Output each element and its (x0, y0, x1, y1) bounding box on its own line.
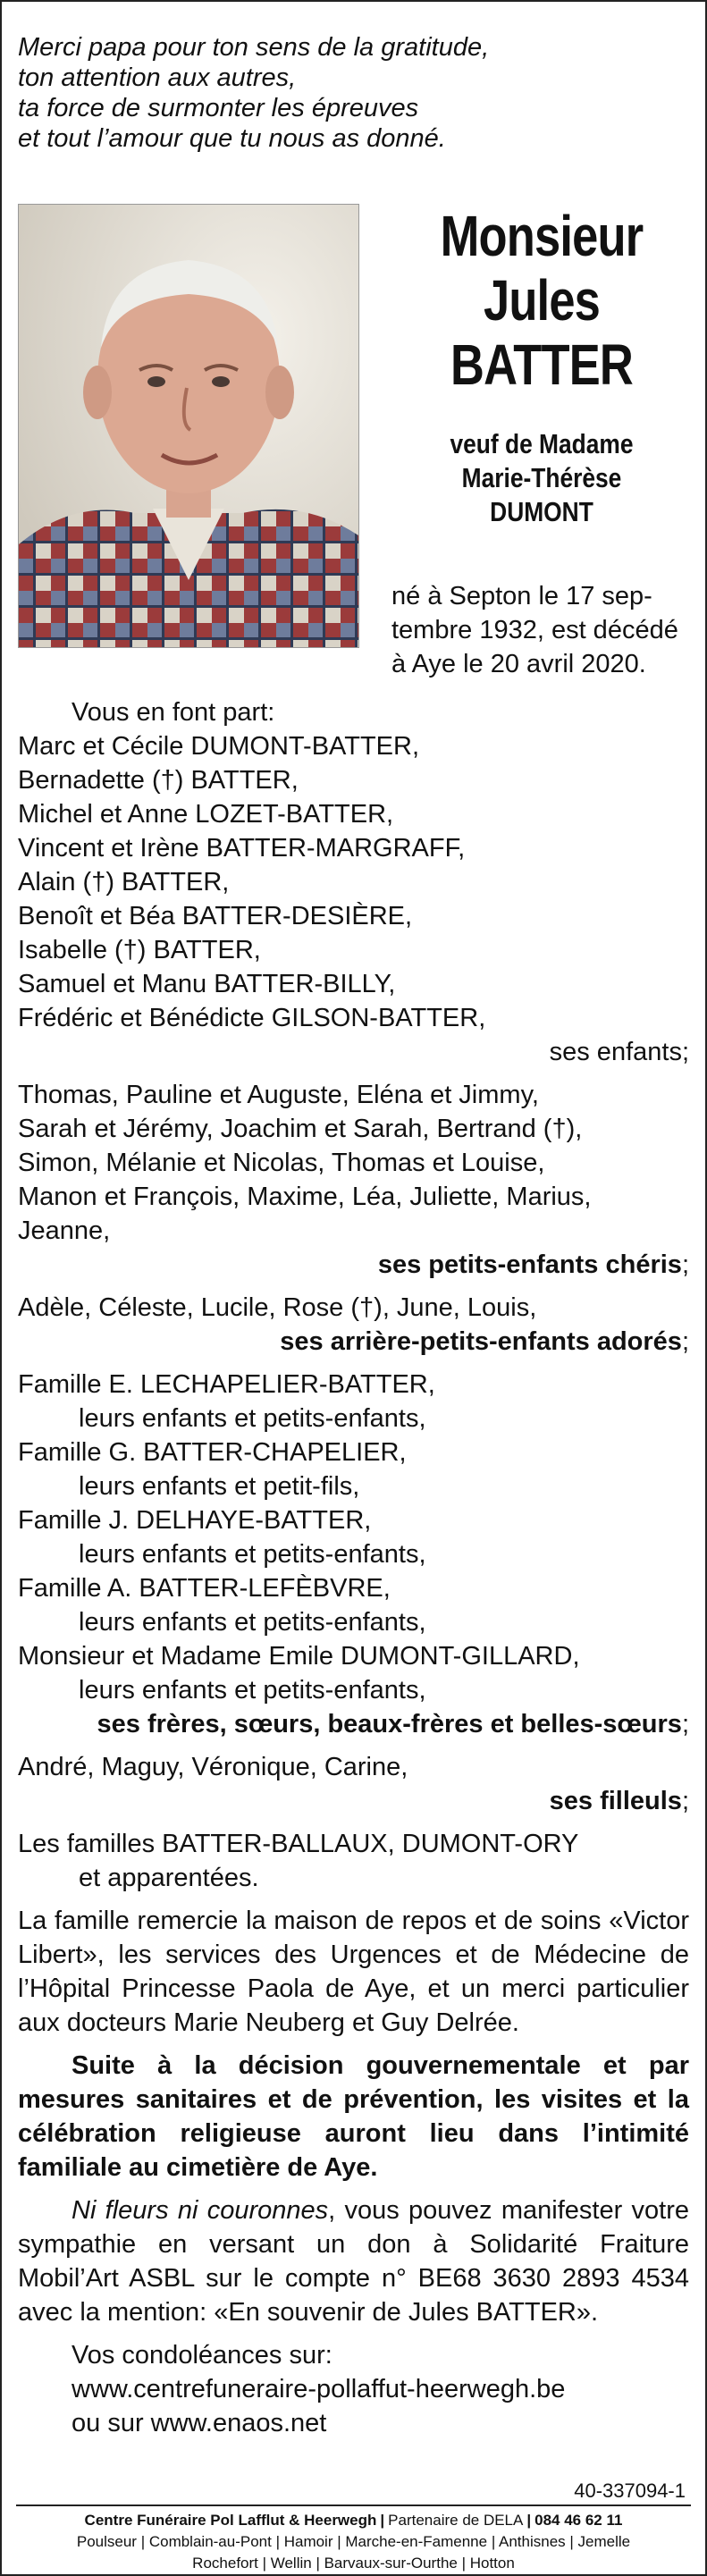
children-label: ses enfants; (549, 1038, 689, 1066)
child-line: Michel et Anne LOZET-BATTER, (18, 800, 394, 829)
epigraph (18, 32, 689, 154)
family-list (18, 695, 689, 1904)
child-line: Isabelle (†) BATTER, (18, 936, 261, 964)
flowers-paragraph (18, 2193, 689, 2329)
birth-line: tembre 1932, est décédé (391, 616, 678, 644)
reference-number: 40-337094-1 (574, 2479, 686, 2502)
grandchild-line: Sarah et Jérémy, Joachim et Sarah, Bertrand (†), (18, 1115, 583, 1143)
family-sub-line: leurs enfants et petits-enfants, (79, 1676, 426, 1705)
family-sub-line: leurs enfants et petits-enfants, (79, 1404, 426, 1433)
child-line: Alain (†) BATTER, (18, 868, 230, 897)
family-line: Famille A. BATTER-LEFÈBVRE, (18, 1574, 391, 1603)
partner-text: Partenaire de DELA (388, 2512, 524, 2529)
greatgrandchildren-label: ses arrière-petits-enfants adorés; (280, 1327, 689, 1356)
thanks-text: La famille remercie la maison de repos et de soins «Victor Libert», les services des Urgences et de Médecine de l’Hôpital Princesse Paola de Aye, et un merci particulier aux docteurs Marie Neuberg et Guy Delrée. (18, 1907, 689, 2037)
godchildren-line: André, Maguy, Véronique, Carine, (18, 1753, 408, 1781)
related-sub-line: et apparentées. (79, 1864, 259, 1892)
website2-prefix: ou sur (72, 2409, 151, 2437)
footer-divider (16, 2504, 691, 2506)
condolences-label: Vos condoléances sur: (72, 2341, 332, 2370)
funeral-home-footer: Centre Funéraire Pol Lafflut & Heerwegh | Partenaire de DELA | 084 46 62 11 Poulseur | Comblain-au-Pont | Hamoir | Marche-en-Famenne | Anthisnes | Jemelle Rochefort | Wellin | Barvaux-sur-Ourthe | Hotton (2, 2510, 705, 2574)
family-line: Famille E. LECHAPELIER-BATTER, (18, 1370, 435, 1399)
deceased-name (390, 204, 694, 397)
website-link[interactable]: www.centrefuneraire-pollaffut-heerwegh.be (72, 2375, 566, 2403)
portrait-image (19, 205, 358, 647)
locations-line: Rochefort | Wellin | Barvaux-sur-Ourthe | Hotton (192, 2555, 515, 2572)
flowers-italic: Ni fleurs ni couronnes (72, 2196, 329, 2225)
grandchild-line: Thomas, Pauline et Auguste, Eléna et Jimmy, (18, 1081, 539, 1109)
announce-line: Vous en font part: (72, 698, 275, 727)
child-line: Frédéric et Bénédicte GILSON-BATTER, (18, 1004, 486, 1032)
related-families-line: Les familles BATTER-BALLAUX, DUMONT-ORY (18, 1830, 579, 1858)
spouse-line: veuf de Madame (450, 428, 634, 459)
portrait-photo (18, 204, 359, 648)
grandchildren-label: ses petits-enfants chéris; (377, 1250, 689, 1279)
header-section (18, 204, 689, 695)
grandchild-line: Manon et François, Maxime, Léa, Juliette, Marius, (18, 1183, 592, 1211)
epigraph-line: et tout l’amour que tu nous as donné. (18, 124, 446, 153)
family-sub-line: leurs enfants et petit-fils, (79, 1472, 360, 1501)
condolences-block (18, 2338, 689, 2440)
grandchild-line: Jeanne, (18, 1216, 111, 1245)
epigraph-line: ta force de surmonter les épreuves (18, 94, 419, 122)
birth-line: à Aye le 20 avril 2020. (391, 650, 646, 678)
name-title: Monsieur (440, 204, 644, 268)
child-line: Vincent et Irène BATTER-MARGRAFF, (18, 834, 466, 863)
notice-paragraph (18, 2049, 689, 2185)
family-sub-line: leurs enfants et petits-enfants, (79, 1608, 426, 1637)
epigraph-line: Merci papa pour ton sens de la gratitude, (18, 33, 490, 62)
birth-line: né à Septon le 17 sep- (391, 582, 652, 610)
family-line: Famille J. DELHAYE-BATTER, (18, 1506, 372, 1535)
child-line: Marc et Cécile DUMONT-BATTER, (18, 732, 420, 761)
child-line: Samuel et Manu BATTER-BILLY, (18, 970, 396, 998)
spouse-info (390, 427, 694, 529)
child-line: Benoît et Béa BATTER-DESIÈRE, (18, 902, 413, 930)
birth-death-info (391, 579, 695, 681)
website2-link[interactable]: www.enaos.net (150, 2409, 327, 2437)
thanks-paragraph (18, 1904, 689, 2040)
spouse-line: DUMONT (490, 496, 593, 527)
greatgrandchildren-line: Adèle, Céleste, Lucile, Rose (†), June, Louis, (18, 1293, 537, 1322)
company-name: Centre Funéraire Pol Lafflut & Heerwegh (84, 2512, 377, 2529)
child-line: Bernadette (†) BATTER, (18, 766, 299, 795)
family-sub-line: leurs enfants et petits-enfants, (79, 1540, 426, 1569)
epigraph-line: ton attention aux autres, (18, 63, 297, 92)
grandchild-line: Simon, Mélanie et Nicolas, Thomas et Louise, (18, 1149, 545, 1177)
family-line: Monsieur et Madame Emile DUMONT-GILLARD, (18, 1642, 580, 1671)
phone-number: 084 46 62 11 (534, 2512, 623, 2529)
name-last: BATTER (450, 333, 634, 397)
godchildren-label: ses filleuls; (549, 1787, 689, 1815)
flowers-text: , vous pouvez manifester votre sympathie en versant un don à Solidarité Fraiture Mobil’Art ASBL sur le compte n° BE68 3630 2893 4534 avec la mention: «En souvenir de Jules BATTER». (18, 2196, 689, 2327)
family-line: Famille G. BATTER-CHAPELIER, (18, 1438, 407, 1467)
spouse-line: Marie-Thérèse (461, 462, 622, 493)
notice-text: Suite à la décision gouvernementale et par mesures sanitaires et de prévention, les visites et la célébration religieuse auront lieu dans l’intimité familiale au cimetière de Aye. (18, 2051, 689, 2182)
siblings-label: ses frères, sœurs, beaux-frères et belles-sœurs; (97, 1710, 689, 1738)
locations-line: Poulseur | Comblain-au-Pont | Hamoir | Marche-en-Famenne | Anthisnes | Jemelle (76, 2533, 631, 2550)
name-first: Jules (483, 268, 601, 333)
